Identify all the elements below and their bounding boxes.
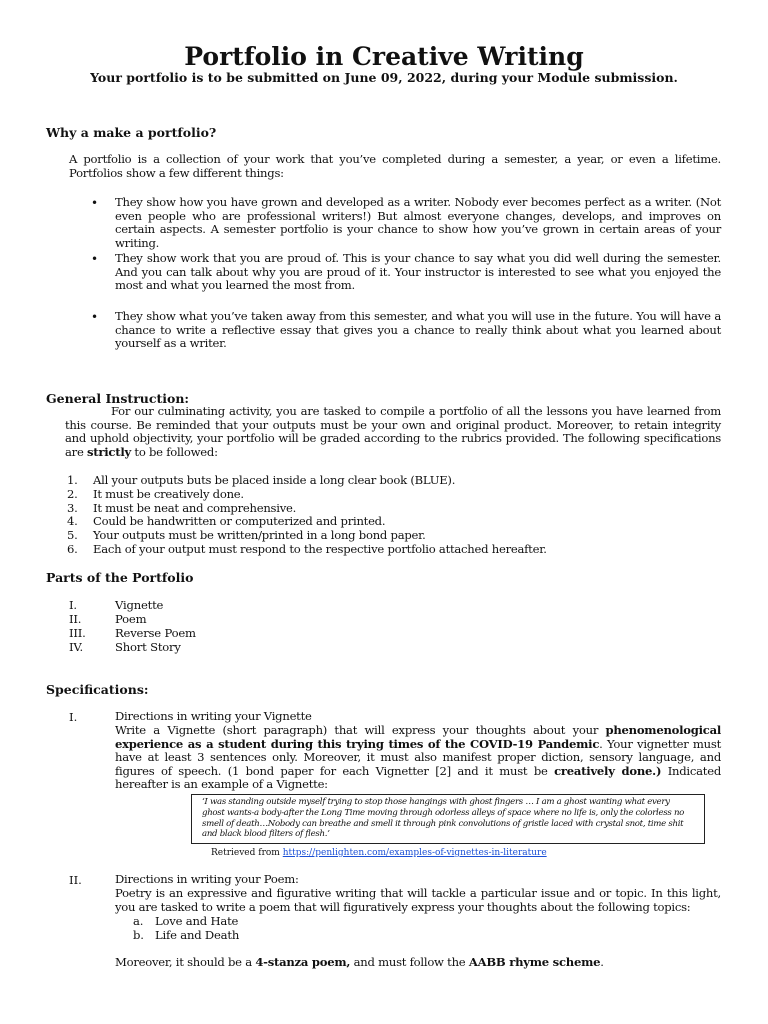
source-link[interactable]: https://penlighten.com/examples-of-vignettes-in-literature bbox=[282, 848, 547, 858]
item-text: It must be neat and comprehensive. bbox=[93, 500, 297, 515]
poem-emphasis: 4-stanza poem, bbox=[255, 955, 351, 969]
page-title: Portfolio in Creative Writing bbox=[184, 42, 584, 71]
item-text: Could be handwritten or computerized and printed. bbox=[93, 514, 386, 529]
requirements-list bbox=[67, 474, 547, 557]
roman-numeral: IV. bbox=[69, 640, 84, 654]
why-bullet-3: They show what you’ve taken away from this semester, and what you will use in the future. You will have a chance to write a reflective essay that gives you a chance to really think about what you learned about yourself as a writer. bbox=[115, 309, 721, 350]
vignette-text: . Your vignetter must have at least 3 sentences only. Moreover, it must also manifest proper diction, sensory language, and figures of speech. (1 bond paper for each Vignetter [2] and it must be bbox=[115, 736, 721, 778]
poem-directions: Poetry is an expressive and figurative writing that will tackle a particular issue and or topic. In this light, you are tasked to write a poem that will figuratively express your thoughts about the following topics: bbox=[115, 886, 721, 914]
item-number: 2. bbox=[67, 486, 78, 501]
vignette-example-quote: ‘I was standing outside myself trying to stop those hangings with ghost fingers … I am a ghost wanting what every ghost wants-a body-after the Long Time moving through odorless alleys of space where no life is, only the colorless no smell of death…Nobody can breathe and smell it through pink convolutions of gristle laced with crystal snot, time shit and black blood filters of flesh.’ bbox=[191, 794, 705, 844]
vignette-directions-title: Directions in writing your Vignette bbox=[115, 709, 312, 723]
item-text: All your outputs buts be placed inside a long clear book (BLUE). bbox=[93, 473, 456, 487]
item-letter: a. bbox=[133, 914, 144, 928]
item-number: 1. bbox=[67, 473, 78, 487]
why-intro: A portfolio is a collection of your work that you’ve completed during a semester, a year, or even a lifetime. Portfolios show a few different things: bbox=[69, 152, 721, 180]
specs-heading: Specifications: bbox=[46, 682, 149, 697]
submission-note: Your portfolio is to be submitted on June 09, 2022, during your Module submission. bbox=[90, 70, 678, 85]
part-name: Poem bbox=[115, 612, 147, 626]
item-number: 4. bbox=[67, 514, 78, 529]
roman-numeral: I. bbox=[69, 710, 78, 724]
item-number: 3. bbox=[67, 500, 78, 515]
general-instruction bbox=[65, 405, 721, 459]
why-bullet-2: They show work that you are proud of. This is your chance to say what you did well during the semester. And you can talk about why you are proud of it. Your instructor is interested to see what you enjoyed the most and what you learned the most from. bbox=[115, 251, 721, 292]
item-letter: b. bbox=[133, 928, 144, 942]
general-text-end: to be followed: bbox=[134, 444, 218, 459]
topic-text: Love and Hate bbox=[155, 914, 239, 928]
why-bullet-1: They show how you have grown and developed as a writer. Nobody ever becomes perfect as a writer. (Not even people who are professional writers!) But almost everyone changes, develops, and improves on certain aspects. A semester portfolio is your chance to show how you’ve grown in certain areas of your writing. bbox=[115, 195, 721, 250]
vignette-emphasis: creatively done.) bbox=[554, 763, 662, 778]
list-item bbox=[67, 543, 547, 557]
item-text: Your outputs must be written/printed in a long bond paper. bbox=[93, 528, 426, 543]
strictly-emphasis: strictly bbox=[87, 444, 131, 459]
poem-requirements bbox=[115, 956, 721, 970]
citation-label: Retrieved from bbox=[211, 848, 280, 858]
list-item bbox=[67, 488, 547, 502]
part-name: Vignette bbox=[115, 598, 164, 612]
part-name: Reverse Poem bbox=[115, 626, 196, 640]
list-item bbox=[67, 474, 547, 488]
bullet-dot: • bbox=[91, 252, 99, 266]
parts-heading: Parts of the Portfolio bbox=[46, 570, 194, 585]
vignette-emphasis: phenomenological experience as a student during this trying times of the COVID-19 Pandemic bbox=[115, 723, 721, 751]
item-number: 6. bbox=[67, 541, 78, 556]
poem-emphasis: AABB rhyme scheme bbox=[468, 955, 601, 969]
list-item bbox=[67, 529, 547, 543]
general-heading: General Instruction: bbox=[46, 391, 190, 406]
bullet-dot: • bbox=[91, 310, 99, 324]
roman-numeral: III. bbox=[69, 626, 86, 640]
part-name: Short Story bbox=[115, 640, 181, 654]
vignette-text: Write a Vignette (short paragraph) that will express your thoughts about your bbox=[115, 723, 599, 737]
general-text: For our culminating activity, you are tasked to compile a portfolio of all the lessons you have learned from this course. Be reminded that your outputs must be your own and original product. Moreover, to retain integrity and uphold objectivity, your portfolio will be graded according to the rubrics provided. The following specifications are bbox=[65, 404, 721, 459]
roman-numeral: II. bbox=[69, 873, 82, 887]
poem-text: Moreover, it should be a bbox=[115, 955, 252, 969]
topic-text: Life and Death bbox=[155, 928, 240, 942]
list-item bbox=[67, 515, 547, 529]
poem-text: and must follow the bbox=[353, 955, 466, 969]
item-number: 5. bbox=[67, 528, 78, 543]
list-item bbox=[67, 502, 547, 516]
source-citation bbox=[211, 848, 547, 858]
item-text: Each of your output must respond to the respective portfolio attached hereafter. bbox=[93, 541, 547, 556]
poem-directions-title: Directions in writing your Poem: bbox=[115, 872, 299, 886]
item-text: It must be creatively done. bbox=[93, 486, 244, 501]
roman-numeral: II. bbox=[69, 612, 82, 626]
vignette-text: Indicated hereafter is an example of a Vignette: bbox=[115, 763, 721, 791]
bullet-dot: • bbox=[91, 196, 99, 210]
roman-numeral: I. bbox=[69, 598, 77, 612]
vignette-directions bbox=[115, 724, 721, 792]
poem-text: . bbox=[600, 955, 604, 969]
why-heading: Why a make a portfolio? bbox=[46, 125, 217, 140]
